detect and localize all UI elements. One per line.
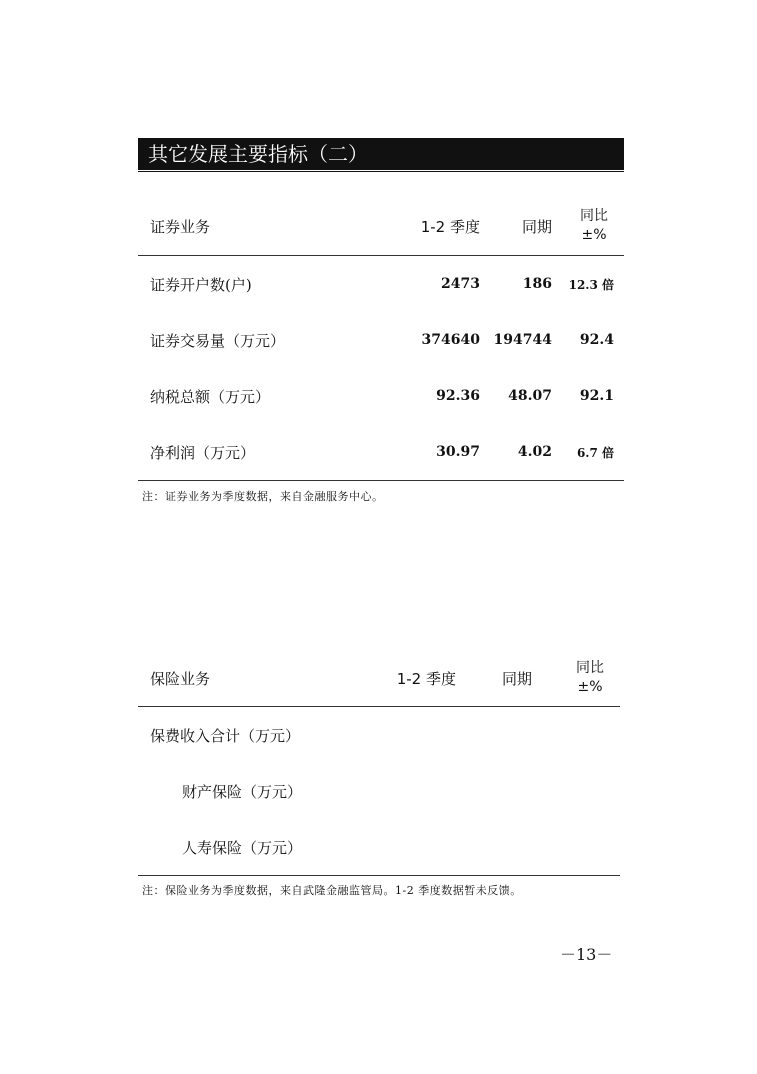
row-label: 保费收入合计（万元）: [150, 726, 301, 745]
row-label: 财产保险（万元）: [182, 782, 303, 801]
row-quarter-value: 30.97: [436, 444, 480, 460]
title-underline: [138, 171, 624, 172]
header-col-yoy: [574, 198, 614, 254]
row-yoy-value: 92.1: [579, 388, 614, 404]
securities-header-row: [138, 198, 624, 254]
table-row: [138, 707, 620, 763]
header-col-yoy-line2: ±%: [577, 679, 603, 695]
row-label: 证券开户数(户): [150, 275, 252, 294]
insurance-header-label: 保险业务: [150, 669, 211, 688]
row-prior-value: 4.02: [517, 444, 552, 460]
table-row: [138, 819, 620, 875]
row-yoy-value: 6.7 倍: [576, 445, 614, 460]
row-yoy-value: 12.3 倍: [568, 277, 614, 292]
table-row: [138, 763, 620, 819]
header-col-quarter: 1-2 季度: [420, 217, 480, 236]
table-row: [138, 312, 624, 368]
securities-note: 注：证券业务为季度数据，来自金融服务中心。: [142, 490, 384, 503]
header-col-quarter: 1-2 季度: [396, 669, 456, 688]
insurance-note: 注：保险业务为季度数据，来自武隆金融监管局。1-2 季度数据暂未反馈。: [142, 884, 522, 897]
header-col-yoy-line2: ±%: [581, 227, 607, 243]
row-yoy-value: 92.4: [579, 332, 614, 348]
row-prior-value: 186: [522, 276, 552, 292]
header-col-yoy-line1: 同比: [576, 660, 604, 676]
section-title: 其它发展主要指标（二）: [138, 138, 624, 170]
row-label: 净利润（万元）: [150, 443, 256, 462]
table-row: [138, 368, 624, 424]
row-quarter-value: 92.36: [436, 388, 480, 404]
securities-bottom-rule: [138, 480, 624, 481]
row-label: 人寿保险（万元）: [182, 838, 303, 857]
row-prior-value: 194744: [493, 332, 552, 348]
securities-header-label: 证券业务: [150, 217, 211, 236]
header-col-prior: 同期: [501, 669, 532, 688]
row-label: 纳税总额（万元）: [150, 387, 271, 406]
page-number: －13－: [560, 945, 613, 964]
row-prior-value: 48.07: [508, 388, 552, 404]
row-quarter-value: 374640: [421, 332, 480, 348]
table-row: [138, 256, 624, 312]
insurance-header-row: [138, 650, 620, 706]
insurance-bottom-rule: [138, 875, 620, 876]
header-col-prior: 同期: [521, 217, 552, 236]
table-row: [138, 424, 624, 480]
header-col-yoy: [570, 650, 610, 706]
header-col-yoy-line1: 同比: [580, 208, 608, 224]
row-quarter-value: 2473: [441, 276, 480, 292]
row-label: 证券交易量（万元）: [150, 331, 286, 350]
